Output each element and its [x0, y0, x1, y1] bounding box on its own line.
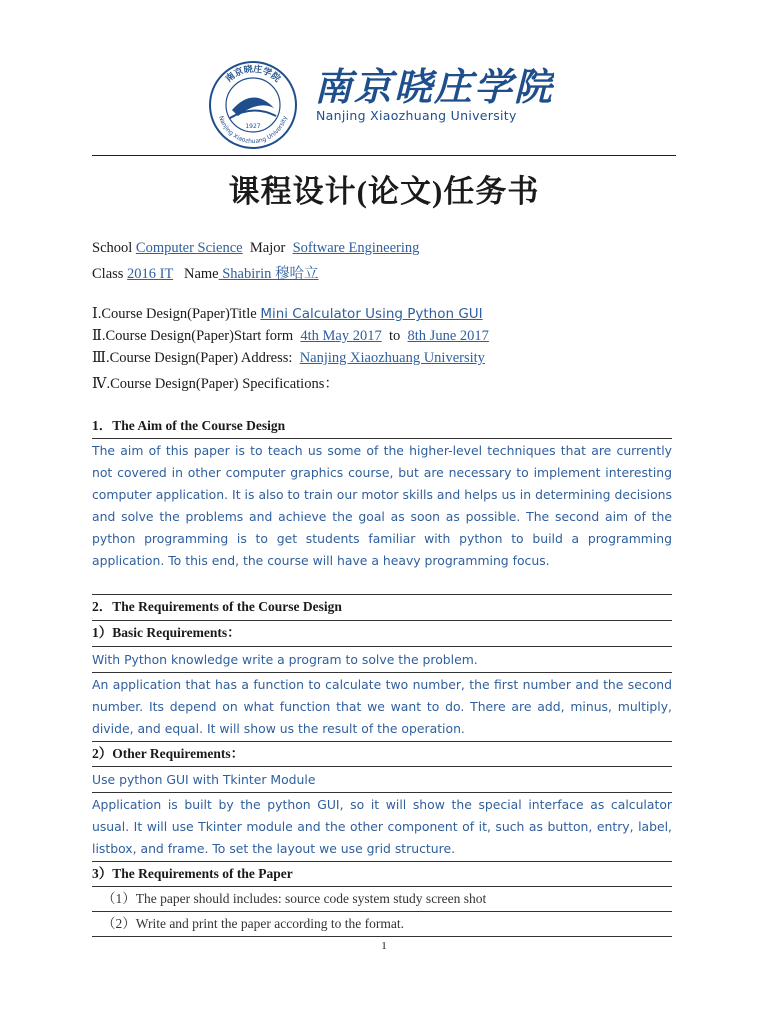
- seal-top-text: 南京晓庄学院: [224, 64, 282, 85]
- page-title: 课程设计(论文)任务书: [228, 174, 540, 209]
- university-seal: [208, 60, 298, 150]
- school-major-line: [92, 240, 419, 257]
- other-requirements-text-1: Use python GUI with Tkinter Module: [92, 767, 672, 793]
- school-label: School: [92, 240, 136, 256]
- basic-requirements-text-2: An application that has a function to calculate two number, the first number and the second number. Its depend on what function that we want to do. There are add, minus, multiply, divide, and equal. It will show us the result of the operation.: [92, 673, 672, 742]
- name-value: Shabirin 穆哈立: [218, 266, 319, 282]
- seal-year: 1927: [245, 123, 261, 130]
- course-address-value: Nanjing Xiaozhuang University: [299, 350, 485, 366]
- class-value: 2016 IT: [127, 266, 174, 282]
- aim-text: The aim of this paper is to teach us some of the higher-level techniques that are currently not covered in other computer graphics course, but are necessary to implement interesting computer application. It is also to train our motor skills and helps us in determining decisions and solve the problems and achieve the goal as soon as possible. The second aim of the python programming is to get students familiar with python to build a programming application. To this end, the course will have a heavy programming focus.: [92, 439, 672, 595]
- page-number: 1: [381, 940, 387, 952]
- name-label: Name: [173, 266, 219, 282]
- class-name-line: [92, 262, 319, 283]
- course-spec-label: Ⅳ.Course Design(Paper) Specifications：: [92, 376, 339, 392]
- major-value: Software Engineering: [292, 240, 420, 256]
- course-end-value: 8th June 2017: [407, 328, 489, 344]
- course-title-label: Ⅰ.Course Design(Paper)Title: [92, 306, 261, 322]
- course-address-line: [92, 350, 485, 367]
- course-title-value: Mini Calculator Using Python GUI: [260, 306, 483, 322]
- class-label: Class: [92, 266, 128, 282]
- aim-heading: 1．The Aim of the Course Design: [92, 414, 672, 439]
- course-start-label: Ⅱ.Course Design(Paper)Start form: [92, 328, 301, 344]
- paper-requirement-item-2: （2）Write and print the paper according to the format.: [92, 912, 672, 937]
- basic-requirements-text-1: With Python knowledge write a program to solve the problem.: [92, 647, 672, 673]
- course-start-value: 4th May 2017: [300, 328, 382, 344]
- course-spec-line: [92, 372, 339, 393]
- course-address-label: Ⅲ.Course Design(Paper) Address:: [92, 350, 300, 366]
- major-label: Major: [242, 240, 293, 256]
- university-name-en: Nanjing Xiaozhuang University: [316, 108, 517, 123]
- svg-text:南京晓庄学院: [223, 63, 284, 85]
- university-name-cn: 南京晓庄学院: [314, 64, 554, 109]
- requirements-heading: 2．The Requirements of the Course Design: [92, 595, 672, 621]
- course-to-label: to: [381, 328, 408, 344]
- header-divider: [92, 155, 676, 156]
- other-requirements-heading: 2）Other Requirements：: [92, 742, 672, 767]
- school-value: Computer Science: [135, 240, 243, 256]
- seal-bottom-text: Nanjing Xiaozhuang University: [217, 115, 289, 146]
- course-dates-line: [92, 328, 489, 345]
- basic-requirements-heading: 1）Basic Requirements：: [92, 621, 672, 647]
- university-calligraphy-logo: [314, 60, 554, 110]
- course-title-line: [92, 306, 483, 323]
- paper-requirement-item-1: （1）The paper should includes: source code system study screen shot: [92, 887, 672, 912]
- other-requirements-text-2: Application is built by the python GUI, so it will show the special interface as calculator usual. It will use Tkinter module and the other component of it, such as button, entry, label, listbox, and frame. To set the layout we use grid structure.: [92, 793, 672, 862]
- paper-requirements-heading: 3）The Requirements of the Paper: [92, 862, 672, 887]
